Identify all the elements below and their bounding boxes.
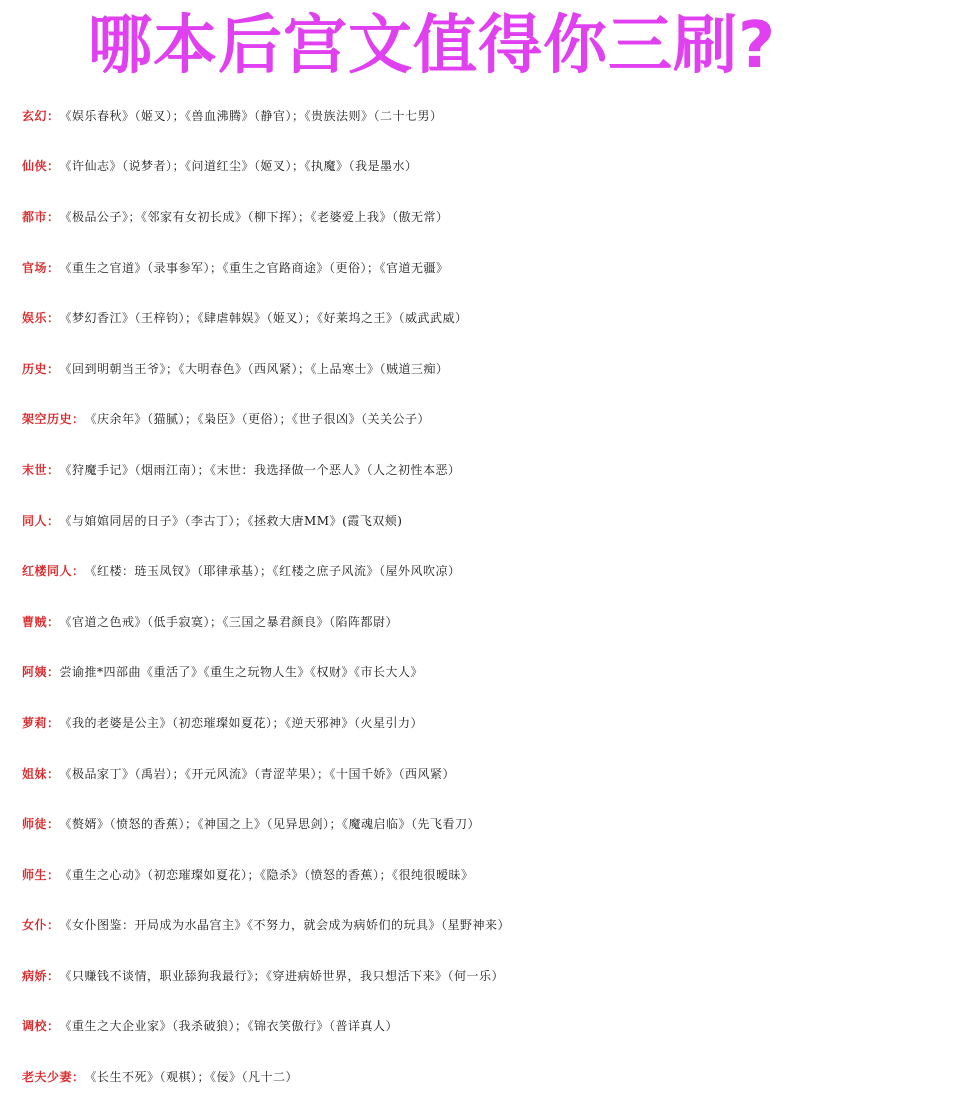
genre-label: 同人： [22,513,60,528]
book-recommendations: 《赘婿》（愤怒的香蕉）；《神国之上》（见异思剑）；《魔魂启临》（先飞看刀） [59,817,481,832]
list-item [22,748,972,799]
genre-label: 调校： [22,1019,60,1034]
genre-label: 历史： [22,361,60,376]
book-recommendations: 《庆余年》（猫腻）；《枭臣》（更俗）；《世子很凶》（关关公子） [84,412,431,427]
list-item [22,292,972,343]
list-item [22,950,972,1001]
genre-label: 都市： [22,209,60,224]
list-item [22,798,972,849]
genre-label: 姐妹： [22,766,60,781]
genre-label: 架空历史： [22,412,85,427]
list-item [22,495,972,546]
genre-list [22,90,972,1102]
list-item [22,343,972,394]
list-item [22,141,972,192]
genre-label: 仙侠： [22,159,60,174]
list-item [22,545,972,596]
book-recommendations: 《梦幻香江》（王梓钧）；《肆虐韩娱》（姬叉）；《好莱坞之王》（威武武威） [59,311,468,326]
list-item [22,596,972,647]
book-recommendations: 《极品家丁》（禹岩）；《开元风流》（青涩苹果）；《十国千娇》（西风紧） [59,766,456,781]
book-recommendations: 《回到明朝当王爷》；《大明春色》（西风紧）；《上品寒士》（贼道三痴） [59,361,449,376]
list-item [22,90,972,141]
list-item [22,849,972,900]
genre-label: 阿姨： [22,665,60,680]
list-item [22,1001,972,1052]
book-recommendations: 《与婠婠同居的日子》（李古丁）；《拯救大唐MM》(霞飞双颊) [59,513,403,528]
list-item [22,647,972,698]
genre-label: 师生： [22,867,60,882]
book-recommendations: 《长生不死》（观棋）；《佞》（凡十二） [84,1070,299,1085]
list-item [22,444,972,495]
genre-label: 玄幻： [22,108,60,123]
genre-label: 末世： [22,462,60,477]
book-recommendations: 《只赚钱不谈情，职业舔狗我最行》；《穿进病娇世界，我只想活下来》（何一乐） [59,968,505,983]
book-recommendations: 《官道之色戒》（低手寂寞）；《三国之暴君颜良》（陷阵都尉） [59,614,399,629]
genre-label: 曹贼： [22,614,60,629]
page-title: 哪本后宫文值得你三刷? [88,9,777,83]
genre-label: 萝莉： [22,715,60,730]
book-recommendations: 《女仆图鉴：开局成为水晶宫主》《不努力，就会成为病娇们的玩具》（星野神来） [59,918,511,933]
book-recommendations: 《许仙志》（说梦者）；《问道红尘》（姬叉）；《执魔》（我是墨水） [59,159,418,174]
book-recommendations: 《我的老婆是公主》（初恋璀璨如夏花）；《逆天邪神》（火星引力） [59,715,424,730]
book-recommendations: 尝谕推*四部曲《重活了》《重生之玩物人生》《权财》《市长大人》 [59,665,424,680]
book-recommendations: 《红楼：琏玉凤钗》（耶律承基）；《红楼之庶子风流》（屋外风吹凉） [84,564,461,579]
genre-label: 病娇： [22,968,60,983]
list-item [22,394,972,445]
book-recommendations: 《极品公子》；《邻家有女初长成》（柳下挥）；《老婆爱上我》（傲无常） [59,209,449,224]
list-item [22,242,972,293]
list-item [22,191,972,242]
book-recommendations: 《娱乐春秋》（姬叉）；《兽血沸腾》（静官）；《贵族法则》（二十七男） [59,108,443,123]
book-recommendations: 《狩魔手记》（烟雨江南）；《末世：我选择做一个恶人》（人之初性本恶） [59,462,461,477]
genre-label: 女仆： [22,918,60,933]
book-recommendations: 《重生之大企业家》（我杀破狼）；《锦衣笑傲行》（普详真人） [59,1019,399,1034]
genre-label: 老夫少妻： [22,1070,85,1085]
book-recommendations: 《重生之官道》（录事参军）；《重生之官路商途》（更俗）；《官道无疆》 [59,260,449,275]
genre-label: 娱乐： [22,311,60,326]
genre-label: 官场： [22,260,60,275]
genre-label: 红楼同人： [22,564,85,579]
genre-label: 师徒： [22,817,60,832]
list-item [22,900,972,951]
list-item [22,1051,972,1102]
list-item [22,697,972,748]
book-recommendations: 《重生之心动》（初恋璀璨如夏花）；《隐杀》（愤怒的香蕉）；《很纯很暧昧》 [59,867,474,882]
